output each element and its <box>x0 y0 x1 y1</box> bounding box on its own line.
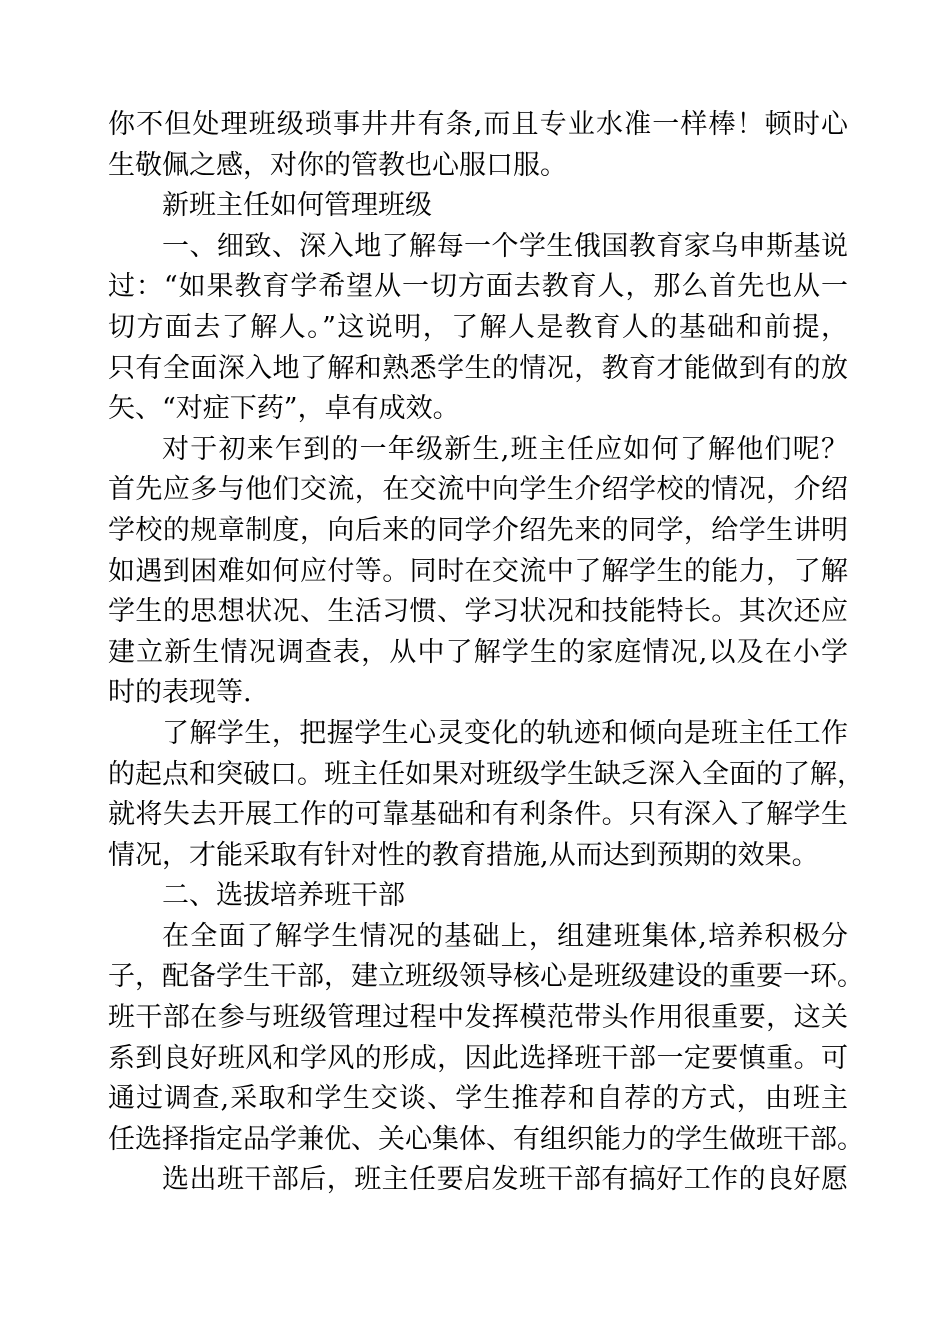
text-line: 通过调查,采取和学生交谈、学生推荐和自荐的方式，由班主 <box>108 1083 848 1115</box>
text-line: 对于初来乍到的一年级新生,班主任应如何了解他们呢？ <box>162 433 848 465</box>
text-line: 建立新生情况调查表，从中了解学生的家庭情况,以及在小学 <box>108 636 848 668</box>
text-line: 只有全面深入地了解和熟悉学生的情况，教育才能做到有的放 <box>108 352 848 384</box>
text-line: 任选择指定品学兼优、关心集体、有组织能力的学生做班干部。 <box>108 1123 864 1155</box>
text-line: 班干部在参与班级管理过程中发挥模范带头作用很重要，这关 <box>108 1002 848 1034</box>
text-line: 情况，才能采取有针对性的教育措施,从而达到预期的效果。 <box>108 839 819 871</box>
text-line: 选出班干部后，班主任要启发班干部有搞好工作的良好愿 <box>162 1164 848 1196</box>
text-line: 的起点和突破口。班主任如果对班级学生缺乏深入全面的了解， <box>108 758 864 790</box>
text-line: 子，配备学生干部，建立班级领导核心是班级建设的重要一环。 <box>108 961 864 993</box>
text-line: 切方面去了解人。”这说明，了解人是教育人的基础和前提， <box>108 311 848 343</box>
text-line: 系到良好班风和学风的形成，因此选择班干部一定要慎重。可 <box>108 1042 848 1074</box>
section-heading: 一、细致、深入地了解每一个学生俄国教育家乌申斯基说 <box>162 230 848 262</box>
section-heading: 二、选拔培养班干部 <box>162 880 405 912</box>
text-line: 矢、“对症下药”，卓有成效。 <box>108 393 460 425</box>
text-line: 生敬佩之感，对你的管教也心服口服。 <box>108 149 567 181</box>
text-line: 首先应多与他们交流，在交流中向学生介绍学校的情况，介绍 <box>108 474 848 506</box>
text-line: 如遇到困难如何应付等。同时在交流中了解学生的能力，了解 <box>108 555 848 587</box>
text-line: 时的表现等. <box>108 677 252 709</box>
text-line: 了解学生，把握学生心灵变化的轨迹和倾向是班主任工作 <box>162 717 848 749</box>
text-line: 过：“如果教育学希望从一切方面去教育人，那么首先也从一 <box>108 271 848 303</box>
text-line: 学校的规章制度，向后来的同学介绍先来的同学，给学生讲明 <box>108 514 848 546</box>
text-line: 在全面了解学生情况的基础上，组建班集体,培养积极分 <box>162 920 848 952</box>
text-line: 学生的思想状况、生活习惯、学习状况和技能特长。其次还应 <box>108 596 848 628</box>
body-text <box>108 105 864 1201</box>
text-line: 你不但处理班级琐事井井有条,而且专业水准一样棒！顿时心 <box>108 109 848 140</box>
section-heading: 新班主任如何管理班级 <box>162 190 432 222</box>
text-line: 就将失去开展工作的可靠基础和有利条件。只有深入了解学生 <box>108 799 848 831</box>
